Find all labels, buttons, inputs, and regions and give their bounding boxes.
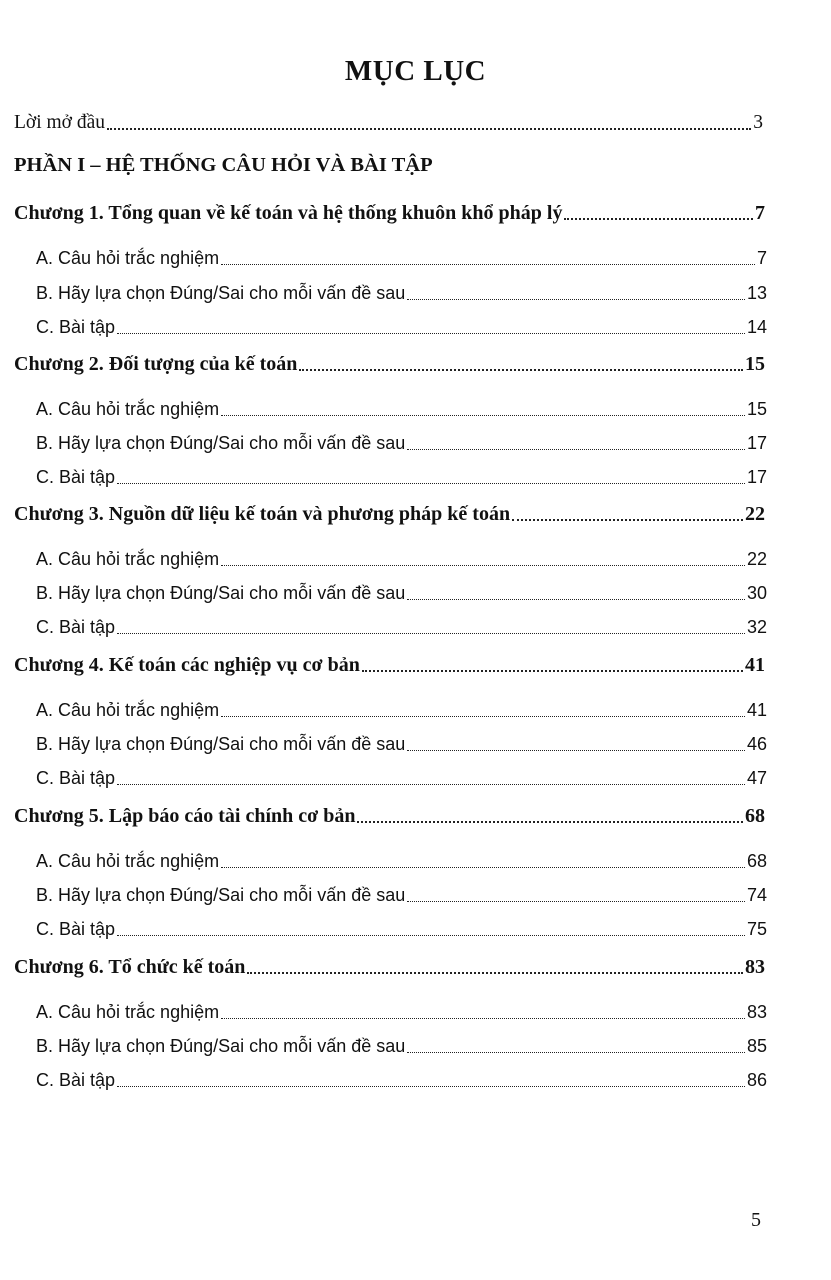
- item-page: 17: [746, 467, 767, 487]
- chapter-label: Chương 3. Nguồn dữ liệu kế toán và phương pháp kế toán: [14, 503, 511, 525]
- toc-item[interactable]: [36, 999, 767, 1025]
- item-page: 85: [746, 1036, 767, 1056]
- toc-item[interactable]: [36, 916, 767, 942]
- dot-leader: [362, 670, 743, 672]
- chapter-page: 83: [745, 956, 765, 978]
- item-label: C. Bài tập: [36, 768, 116, 788]
- item-page: 15: [746, 399, 767, 419]
- chapter-page: 22: [745, 503, 765, 525]
- toc-chapter-4[interactable]: [14, 652, 765, 678]
- dot-leader: [247, 972, 743, 974]
- toc-chapter-3[interactable]: [14, 501, 765, 527]
- item-page: 46: [746, 734, 767, 754]
- dot-leader: [407, 449, 745, 450]
- item-label: B. Hãy lựa chọn Đúng/Sai cho mỗi vấn đề sau: [36, 1036, 406, 1056]
- dot-leader: [221, 716, 745, 717]
- toc-item[interactable]: [36, 1033, 767, 1059]
- toc-item[interactable]: [36, 245, 767, 271]
- chapter-label: Chương 4. Kế toán các nghiệp vụ cơ bản: [14, 654, 360, 676]
- item-page: 22: [746, 549, 767, 569]
- dot-leader: [407, 599, 745, 600]
- chapter-label: Chương 6. Tổ chức kế toán: [14, 956, 246, 978]
- dot-leader: [117, 1086, 745, 1087]
- toc-item[interactable]: [36, 430, 767, 456]
- dot-leader: [407, 750, 745, 751]
- dot-leader: [221, 1018, 745, 1019]
- dot-leader: [221, 867, 745, 868]
- item-label: B. Hãy lựa chọn Đúng/Sai cho mỗi vấn đề sau: [36, 885, 406, 905]
- toc-item[interactable]: [36, 614, 767, 640]
- toc-item[interactable]: [36, 697, 767, 723]
- item-page: 32: [746, 617, 767, 637]
- chapter-label: Chương 5. Lập báo cáo tài chính cơ bản: [14, 805, 356, 827]
- toc-item[interactable]: [36, 848, 767, 874]
- item-label: B. Hãy lựa chọn Đúng/Sai cho mỗi vấn đề sau: [36, 433, 406, 453]
- chapter-page: 41: [745, 654, 765, 676]
- item-label: B. Hãy lựa chọn Đúng/Sai cho mỗi vấn đề sau: [36, 283, 406, 303]
- dot-leader: [221, 415, 745, 416]
- chapter-page: 15: [745, 353, 765, 375]
- dot-leader: [221, 565, 745, 566]
- toc-item[interactable]: [36, 882, 767, 908]
- dot-leader: [512, 519, 743, 521]
- item-page: 41: [746, 700, 767, 720]
- part-heading: PHẦN I – HỆ THỐNG CÂU HỎI VÀ BÀI TẬP: [14, 154, 433, 176]
- toc-item[interactable]: [36, 546, 767, 572]
- dot-leader: [117, 633, 745, 634]
- item-label: A. Câu hỏi trắc nghiệm: [36, 248, 220, 268]
- page-title: MỤC LỤC: [344, 55, 487, 87]
- toc-item[interactable]: [36, 464, 767, 490]
- item-page: 83: [746, 1002, 767, 1022]
- item-label: C. Bài tập: [36, 467, 116, 487]
- item-page: 86: [746, 1070, 767, 1090]
- item-label: A. Câu hỏi trắc nghiệm: [36, 399, 220, 419]
- chapter-label: Chương 1. Tổng quan về kế toán và hệ thống khuôn khổ pháp lý: [14, 202, 563, 224]
- toc-chapter-2[interactable]: [14, 351, 765, 377]
- item-page: 13: [746, 283, 767, 303]
- item-label: C. Bài tập: [36, 317, 116, 337]
- item-label: C. Bài tập: [36, 1070, 116, 1090]
- toc-item[interactable]: [36, 314, 767, 340]
- dot-leader: [564, 218, 753, 220]
- dot-leader: [117, 935, 745, 936]
- item-label: A. Câu hỏi trắc nghiệm: [36, 700, 220, 720]
- toc-chapter-6[interactable]: [14, 954, 765, 980]
- dot-leader: [221, 264, 755, 265]
- dot-leader: [117, 784, 745, 785]
- item-page: 7: [756, 248, 767, 268]
- dot-leader: [407, 1052, 745, 1053]
- dot-leader: [117, 333, 745, 334]
- item-label: B. Hãy lựa chọn Đúng/Sai cho mỗi vấn đề sau: [36, 583, 406, 603]
- item-page: 74: [746, 885, 767, 905]
- item-label: A. Câu hỏi trắc nghiệm: [36, 549, 220, 569]
- toc-chapter-1[interactable]: [14, 200, 765, 226]
- dot-leader: [407, 901, 745, 902]
- item-page: 68: [746, 851, 767, 871]
- item-page: 17: [746, 433, 767, 453]
- toc-item[interactable]: [36, 396, 767, 422]
- toc-item[interactable]: [36, 731, 767, 757]
- toc-item[interactable]: [36, 580, 767, 606]
- dot-leader: [299, 369, 743, 371]
- chapter-page: 7: [755, 202, 765, 224]
- item-page: 14: [746, 317, 767, 337]
- item-label: A. Câu hỏi trắc nghiệm: [36, 1002, 220, 1022]
- item-page: 47: [746, 768, 767, 788]
- entry-page: 3: [753, 112, 763, 133]
- item-page: 75: [746, 919, 767, 939]
- dot-leader: [117, 483, 745, 484]
- dot-leader: [407, 299, 745, 300]
- dot-leader: [107, 128, 751, 130]
- item-label: B. Hãy lựa chọn Đúng/Sai cho mỗi vấn đề sau: [36, 734, 406, 754]
- chapter-label: Chương 2. Đối tượng của kế toán: [14, 353, 298, 375]
- item-label: C. Bài tập: [36, 617, 116, 637]
- toc-item[interactable]: [36, 280, 767, 306]
- item-label: C. Bài tập: [36, 919, 116, 939]
- toc-chapter-5[interactable]: [14, 803, 765, 829]
- dot-leader: [357, 821, 743, 823]
- chapter-page: 68: [745, 805, 765, 827]
- item-label: A. Câu hỏi trắc nghiệm: [36, 851, 220, 871]
- toc-item[interactable]: [36, 1067, 767, 1093]
- page-number: 5: [751, 1209, 761, 1231]
- entry-label: Lời mở đầu: [14, 112, 106, 133]
- toc-entry-preface[interactable]: [14, 110, 763, 136]
- item-page: 30: [746, 583, 767, 603]
- toc-item[interactable]: [36, 765, 767, 791]
